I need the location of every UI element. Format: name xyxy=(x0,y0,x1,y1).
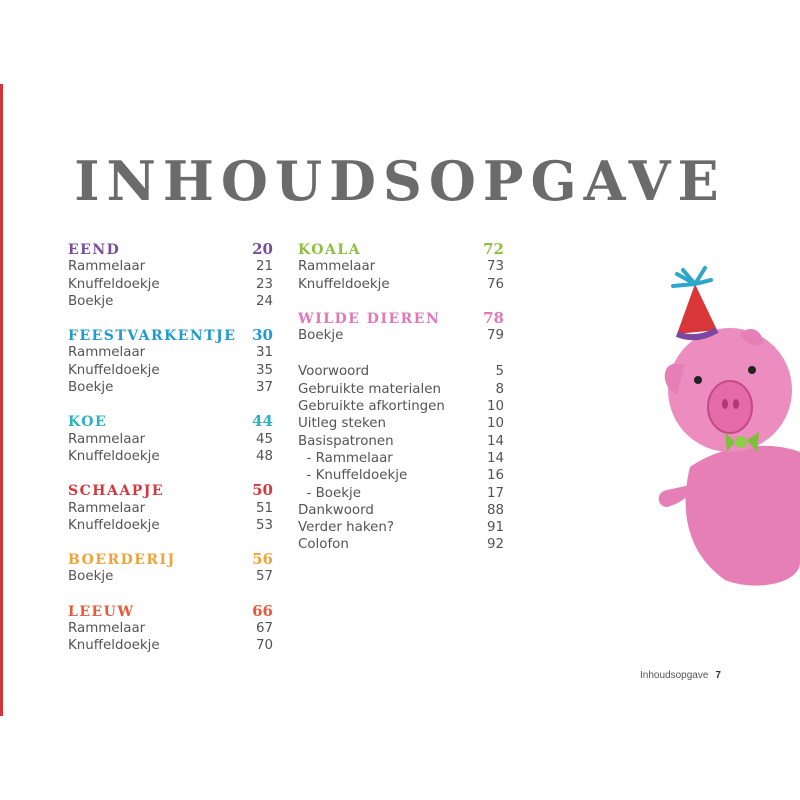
toc-entry-label: Rammelaar xyxy=(68,259,146,275)
toc-heading-label: KOALA xyxy=(298,242,362,258)
toc-section-koe xyxy=(68,413,273,465)
toc-heading-row[interactable] xyxy=(68,241,273,258)
toc-entry-label: Rammelaar xyxy=(68,345,146,361)
toc-entry[interactable] xyxy=(298,536,504,553)
toc-heading-label: LEEUW xyxy=(68,603,135,620)
toc-entry-label: Gebruikte materialen xyxy=(298,381,441,397)
toc-heading-page: 20 xyxy=(252,240,273,258)
toc-heading-label: FEESTVARKENTJE xyxy=(68,328,237,345)
toc-right-column xyxy=(298,241,504,571)
toc-entry[interactable] xyxy=(68,379,273,396)
toc-entry[interactable] xyxy=(298,502,504,519)
toc-entry[interactable] xyxy=(68,620,273,637)
toc-entry[interactable] xyxy=(68,637,273,654)
toc-entry-label: Rammelaar xyxy=(68,621,146,637)
toc-entry[interactable] xyxy=(298,415,504,432)
toc-entry[interactable] xyxy=(298,519,504,536)
toc-heading-row[interactable] xyxy=(68,327,273,344)
toc-entry-label: Boekje xyxy=(68,293,114,309)
toc-entry-page: 14 xyxy=(486,433,504,449)
toc-entry-page: 17 xyxy=(486,485,504,501)
toc-entry-label: Basispatronen xyxy=(298,433,394,449)
toc-entry-label: - Knuffeldoekje xyxy=(298,468,408,484)
toc-general-list xyxy=(298,363,504,553)
toc-section-leeuw xyxy=(68,603,273,655)
toc-entry[interactable] xyxy=(298,381,504,398)
page-footer xyxy=(640,670,721,681)
crocheted-pig-illustration xyxy=(655,262,800,592)
toc-entry-page: 21 xyxy=(255,259,273,275)
toc-entry-page: 35 xyxy=(255,362,273,378)
toc-entry-label: Gebruikte afkortingen xyxy=(298,399,445,415)
toc-heading-row[interactable] xyxy=(68,603,273,620)
toc-entry-page: 88 xyxy=(486,502,504,518)
toc-entry-page: 16 xyxy=(486,468,504,484)
toc-entry-label: Rammelaar xyxy=(68,431,146,447)
toc-entry[interactable] xyxy=(68,500,273,517)
toc-subentry[interactable] xyxy=(298,450,504,467)
toc-entry-label: - Boekje xyxy=(298,485,361,501)
toc-heading-page: 72 xyxy=(483,240,504,258)
toc-entry-label: Rammelaar xyxy=(68,500,146,516)
toc-heading-page: 78 xyxy=(483,308,504,327)
toc-heading-page: 66 xyxy=(252,601,273,620)
toc-section-schaapje xyxy=(68,482,273,534)
toc-entry-label: Rammelaar xyxy=(298,259,376,275)
toc-entry[interactable] xyxy=(68,258,273,275)
toc-entry[interactable] xyxy=(298,398,504,415)
toc-entry-label: Uitleg steken xyxy=(298,416,386,432)
toc-section-eend xyxy=(68,241,273,310)
toc-entry[interactable] xyxy=(68,448,273,465)
toc-entry-page: 5 xyxy=(495,364,504,380)
toc-entry[interactable] xyxy=(298,327,504,344)
toc-left-column xyxy=(68,241,273,672)
toc-entry-page: 48 xyxy=(255,448,273,464)
toc-entry-page: 10 xyxy=(486,399,504,415)
toc-entry[interactable] xyxy=(298,433,504,450)
toc-entry-page: 23 xyxy=(255,276,273,292)
toc-entry-page: 37 xyxy=(255,380,273,396)
toc-entry-label: Verder haken? xyxy=(298,520,394,536)
toc-heading-label: SCHAAPJE xyxy=(68,483,165,500)
toc-entry-label: Knuffeldoekje xyxy=(68,448,160,464)
toc-heading-row[interactable] xyxy=(298,241,504,258)
toc-entry-page: 45 xyxy=(255,431,273,447)
page-title: INHOUDSOPGAVE xyxy=(74,149,726,213)
footer-page-number: 7 xyxy=(715,670,721,681)
toc-entry[interactable] xyxy=(68,517,273,534)
toc-entry-page: 79 xyxy=(486,328,504,344)
toc-heading-page: 44 xyxy=(252,412,273,431)
toc-entry-page: 73 xyxy=(486,259,504,275)
toc-entry[interactable] xyxy=(68,293,273,310)
toc-subentry[interactable] xyxy=(298,467,504,484)
toc-entry-page: 53 xyxy=(255,517,273,533)
toc-entry-label: Colofon xyxy=(298,537,349,553)
toc-section-feestvarkentje xyxy=(68,327,273,396)
toc-entry-page: 76 xyxy=(486,276,504,292)
toc-heading-row[interactable] xyxy=(68,551,273,568)
toc-entry-label: - Rammelaar xyxy=(298,450,393,466)
toc-entry[interactable] xyxy=(68,362,273,379)
toc-entry-label: Boekje xyxy=(298,328,344,344)
toc-entry-label: Dankwoord xyxy=(298,502,374,518)
toc-entry-page: 92 xyxy=(486,537,504,553)
toc-entry[interactable] xyxy=(68,431,273,448)
toc-entry-page: 70 xyxy=(255,638,273,654)
toc-section-boerderij xyxy=(68,551,273,586)
toc-entry[interactable] xyxy=(68,568,273,585)
toc-entry-label: Knuffeldoekje xyxy=(68,362,160,378)
toc-heading-page: 50 xyxy=(252,481,273,500)
toc-section-koala xyxy=(298,241,504,293)
toc-entry-page: 57 xyxy=(255,569,273,585)
footer-label: Inhoudsopgave xyxy=(640,670,709,681)
toc-heading-label: BOERDERIJ xyxy=(68,552,176,569)
toc-heading-row[interactable] xyxy=(298,310,504,327)
toc-entry-page: 31 xyxy=(255,345,273,361)
toc-entry-label: Voorwoord xyxy=(298,364,370,380)
toc-heading-label: EEND xyxy=(68,242,121,258)
toc-entry-page: 8 xyxy=(495,381,504,397)
toc-heading-row[interactable] xyxy=(68,482,273,499)
toc-heading-row[interactable] xyxy=(68,413,273,430)
toc-heading-label: WILDE DIEREN xyxy=(298,310,441,327)
toc-entry-label: Knuffeldoekje xyxy=(68,276,160,292)
toc-entry-label: Boekje xyxy=(68,569,114,585)
toc-entry-page: 91 xyxy=(486,520,504,536)
toc-heading-label: KOE xyxy=(68,414,108,431)
toc-entry-label: Knuffeldoekje xyxy=(298,276,390,292)
toc-entry-page: 14 xyxy=(486,450,504,466)
toc-entry[interactable] xyxy=(68,344,273,361)
toc-entry-label: Knuffeldoekje xyxy=(68,517,160,533)
toc-section-wilde-dieren xyxy=(298,310,504,345)
toc-entry[interactable] xyxy=(298,258,504,275)
toc-subentry[interactable] xyxy=(298,485,504,502)
toc-entry-label: Knuffeldoekje xyxy=(68,638,160,654)
toc-entry[interactable] xyxy=(68,276,273,293)
toc-heading-page: 30 xyxy=(252,326,273,345)
toc-entry[interactable] xyxy=(298,276,504,293)
toc-entry-label: Boekje xyxy=(68,380,114,396)
toc-entry-page: 67 xyxy=(255,621,273,637)
toc-entry-page: 10 xyxy=(486,416,504,432)
toc-entry[interactable] xyxy=(298,363,504,380)
toc-heading-page: 56 xyxy=(252,550,273,569)
toc-entry-page: 51 xyxy=(255,500,273,516)
toc-entry-page: 24 xyxy=(255,293,273,309)
